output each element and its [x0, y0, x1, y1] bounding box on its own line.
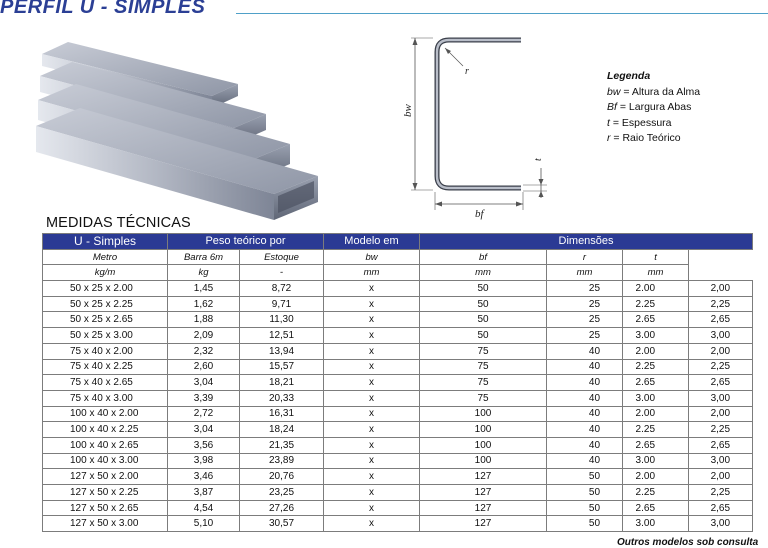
cell-model: 100 x 40 x 2.00	[43, 406, 168, 422]
cell-bw: 50	[420, 281, 547, 297]
col-header-model: U - Simples	[43, 234, 168, 250]
table-row	[43, 437, 753, 453]
cell-bf: 40	[547, 406, 623, 422]
cell-bw: 50	[420, 312, 547, 328]
cell-model: 50 x 25 x 3.00	[43, 328, 168, 344]
footnote: Outros modelos sob consulta	[617, 537, 759, 548]
cell-weight-barra: 20,76	[240, 469, 324, 485]
cell-model: 127 x 50 x 2.25	[43, 485, 168, 501]
legend-item: Bf = Largura Abas	[607, 101, 692, 113]
cell-weight-metro: 2,60	[168, 359, 240, 375]
cell-bf: 40	[547, 375, 623, 391]
sub-header-row	[43, 249, 753, 265]
cell-weight-barra: 30,57	[240, 516, 324, 532]
cell-stock: x	[324, 437, 420, 453]
cell-stock: x	[324, 390, 420, 406]
cell-stock: x	[324, 328, 420, 344]
cell-weight-metro: 3,56	[168, 437, 240, 453]
cell-model: 50 x 25 x 2.65	[43, 312, 168, 328]
unit-bw: mm	[324, 265, 420, 281]
cell-bw: 100	[420, 437, 547, 453]
cell-model: 100 x 40 x 3.00	[43, 453, 168, 469]
cell-weight-barra: 20,33	[240, 390, 324, 406]
diagram-bf-label: bf	[475, 208, 484, 220]
sub-header-bf: bf	[420, 249, 547, 265]
cell-bw: 100	[420, 453, 547, 469]
cell-weight-metro: 1,45	[168, 281, 240, 297]
cell-stock: x	[324, 422, 420, 438]
diagram-bw-label: bw	[402, 104, 414, 117]
cell-stock: x	[324, 453, 420, 469]
cell-stock: x	[324, 516, 420, 532]
cell-bw: 127	[420, 516, 547, 532]
cell-t: 2,65	[689, 437, 753, 453]
cell-r: 2.65	[623, 500, 689, 516]
cell-weight-metro: 2,72	[168, 406, 240, 422]
cell-weight-metro: 1,88	[168, 312, 240, 328]
cell-model: 100 x 40 x 2.65	[43, 437, 168, 453]
sub-header-bw: bw	[324, 249, 420, 265]
col-header-stock: Modelo em	[324, 234, 420, 250]
unit-barra: kg	[168, 265, 240, 281]
table-row	[43, 343, 753, 359]
cell-model: 127 x 50 x 2.65	[43, 500, 168, 516]
cell-t: 2,00	[689, 469, 753, 485]
cell-weight-barra: 8,72	[240, 281, 324, 297]
cell-model: 100 x 40 x 2.25	[43, 422, 168, 438]
cell-bw: 75	[420, 343, 547, 359]
cell-weight-metro: 3,46	[168, 469, 240, 485]
cell-t: 2,25	[689, 359, 753, 375]
page-title: PERFIL U - SIMPLES	[0, 0, 206, 18]
table-row	[43, 453, 753, 469]
table-row	[43, 312, 753, 328]
cell-bf: 25	[547, 296, 623, 312]
u-channel-photo	[28, 28, 346, 228]
cell-t: 2,25	[689, 422, 753, 438]
cell-bw: 100	[420, 422, 547, 438]
cell-bf: 50	[547, 485, 623, 501]
col-header-dimensions: Dimensões	[420, 234, 753, 250]
cell-weight-metro: 2,32	[168, 343, 240, 359]
cell-r: 2.00	[623, 469, 689, 485]
cell-bf: 40	[547, 343, 623, 359]
cell-t: 2,25	[689, 296, 753, 312]
sub-header-r: r	[547, 249, 623, 265]
cell-weight-barra: 21,35	[240, 437, 324, 453]
cell-t: 3,00	[689, 453, 753, 469]
table-row	[43, 469, 753, 485]
cell-bf: 40	[547, 437, 623, 453]
cell-bw: 127	[420, 469, 547, 485]
cell-r: 2.65	[623, 437, 689, 453]
cell-bw: 100	[420, 406, 547, 422]
cell-r: 2.25	[623, 296, 689, 312]
cell-t: 2,00	[689, 281, 753, 297]
table-row	[43, 516, 753, 532]
cell-bf: 25	[547, 312, 623, 328]
cell-bf: 50	[547, 469, 623, 485]
table-row	[43, 485, 753, 501]
cell-r: 3.00	[623, 453, 689, 469]
legend-item: r = Raio Teórico	[607, 132, 681, 144]
cell-weight-barra: 13,94	[240, 343, 324, 359]
cell-weight-barra: 9,71	[240, 296, 324, 312]
cell-t: 2,25	[689, 485, 753, 501]
cell-r: 3.00	[623, 328, 689, 344]
cell-model: 75 x 40 x 3.00	[43, 390, 168, 406]
cell-r: 2.25	[623, 359, 689, 375]
table-row	[43, 406, 753, 422]
cell-t: 2,65	[689, 312, 753, 328]
cell-r: 2.25	[623, 422, 689, 438]
table-row	[43, 359, 753, 375]
cell-bw: 127	[420, 500, 547, 516]
cell-weight-metro: 5,10	[168, 516, 240, 532]
cell-weight-barra: 18,21	[240, 375, 324, 391]
cell-weight-metro: 4,54	[168, 500, 240, 516]
legend-title: Legenda	[607, 70, 651, 82]
cell-stock: x	[324, 312, 420, 328]
cell-bw: 75	[420, 375, 547, 391]
sub-header-t: t	[623, 249, 689, 265]
cell-model: 75 x 40 x 2.65	[43, 375, 168, 391]
table-row	[43, 328, 753, 344]
cell-bw: 50	[420, 328, 547, 344]
cell-bf: 40	[547, 390, 623, 406]
cell-t: 3,00	[689, 516, 753, 532]
cell-t: 2,65	[689, 500, 753, 516]
cell-r: 2.00	[623, 281, 689, 297]
cell-bw: 75	[420, 390, 547, 406]
u-profile-diagram	[395, 28, 555, 220]
cell-bf: 50	[547, 500, 623, 516]
sub-header-barra: Barra 6m	[168, 249, 240, 265]
cell-weight-metro: 1,62	[168, 296, 240, 312]
cell-model: 75 x 40 x 2.00	[43, 343, 168, 359]
cell-bf: 25	[547, 281, 623, 297]
diagram-t-label: t	[533, 158, 544, 161]
cell-weight-barra: 15,57	[240, 359, 324, 375]
cell-bf: 40	[547, 422, 623, 438]
cell-weight-metro: 2,09	[168, 328, 240, 344]
cell-r: 3.00	[623, 516, 689, 532]
cell-stock: x	[324, 469, 420, 485]
table-row	[43, 422, 753, 438]
cell-bw: 127	[420, 485, 547, 501]
sub-header-metro: Metro	[43, 249, 168, 265]
cell-r: 2.65	[623, 375, 689, 391]
cell-weight-metro: 3,98	[168, 453, 240, 469]
cell-stock: x	[324, 296, 420, 312]
cell-bw: 75	[420, 359, 547, 375]
cell-r: 3.00	[623, 390, 689, 406]
sub-header-estoque: Estoque	[240, 249, 324, 265]
unit-metro: kg/m	[43, 265, 168, 281]
cell-r: 2.00	[623, 343, 689, 359]
cell-model: 127 x 50 x 3.00	[43, 516, 168, 532]
table-row	[43, 281, 753, 297]
unit-estoque: -	[240, 265, 324, 281]
cell-bf: 50	[547, 516, 623, 532]
cell-model: 50 x 25 x 2.00	[43, 281, 168, 297]
table-row	[43, 296, 753, 312]
cell-weight-barra: 11,30	[240, 312, 324, 328]
cell-weight-metro: 3,04	[168, 375, 240, 391]
cell-weight-metro: 3,39	[168, 390, 240, 406]
cell-stock: x	[324, 343, 420, 359]
legend	[607, 69, 700, 147]
cell-weight-barra: 23,89	[240, 453, 324, 469]
cell-weight-metro: 3,04	[168, 422, 240, 438]
cell-stock: x	[324, 281, 420, 297]
cell-r: 2.00	[623, 406, 689, 422]
cell-stock: x	[324, 375, 420, 391]
col-header-weight: Peso teórico por	[168, 234, 324, 250]
unit-t: mm	[623, 265, 689, 281]
cell-weight-barra: 12,51	[240, 328, 324, 344]
section-title: MEDIDAS TÉCNICAS	[46, 215, 191, 231]
cell-weight-metro: 3,87	[168, 485, 240, 501]
cell-bf: 40	[547, 359, 623, 375]
cell-weight-barra: 23,25	[240, 485, 324, 501]
cell-bf: 40	[547, 453, 623, 469]
cell-t: 3,00	[689, 328, 753, 344]
cell-bf: 25	[547, 328, 623, 344]
title-divider	[236, 13, 768, 14]
cell-stock: x	[324, 500, 420, 516]
cell-model: 75 x 40 x 2.25	[43, 359, 168, 375]
units-row	[43, 265, 753, 281]
specs-table	[42, 233, 753, 532]
cell-stock: x	[324, 359, 420, 375]
diagram-r-label: r	[465, 66, 469, 77]
cell-model: 50 x 25 x 2.25	[43, 296, 168, 312]
cell-t: 2,00	[689, 406, 753, 422]
cell-weight-barra: 27,26	[240, 500, 324, 516]
table-row	[43, 500, 753, 516]
cell-model: 127 x 50 x 2.00	[43, 469, 168, 485]
unit-bf: mm	[420, 265, 547, 281]
legend-item: t = Espessura	[607, 116, 672, 129]
cell-r: 2.25	[623, 485, 689, 501]
unit-r: mm	[547, 265, 623, 281]
legend-item: bw = Altura da Alma	[607, 85, 701, 98]
table-row	[43, 375, 753, 391]
cell-stock: x	[324, 406, 420, 422]
cell-bw: 50	[420, 296, 547, 312]
cell-t: 2,65	[689, 375, 753, 391]
cell-weight-barra: 18,24	[240, 422, 324, 438]
cell-r: 2.65	[623, 312, 689, 328]
cell-t: 3,00	[689, 390, 753, 406]
cell-weight-barra: 16,31	[240, 406, 324, 422]
cell-stock: x	[324, 485, 420, 501]
cell-t: 2,00	[689, 343, 753, 359]
table-row	[43, 390, 753, 406]
